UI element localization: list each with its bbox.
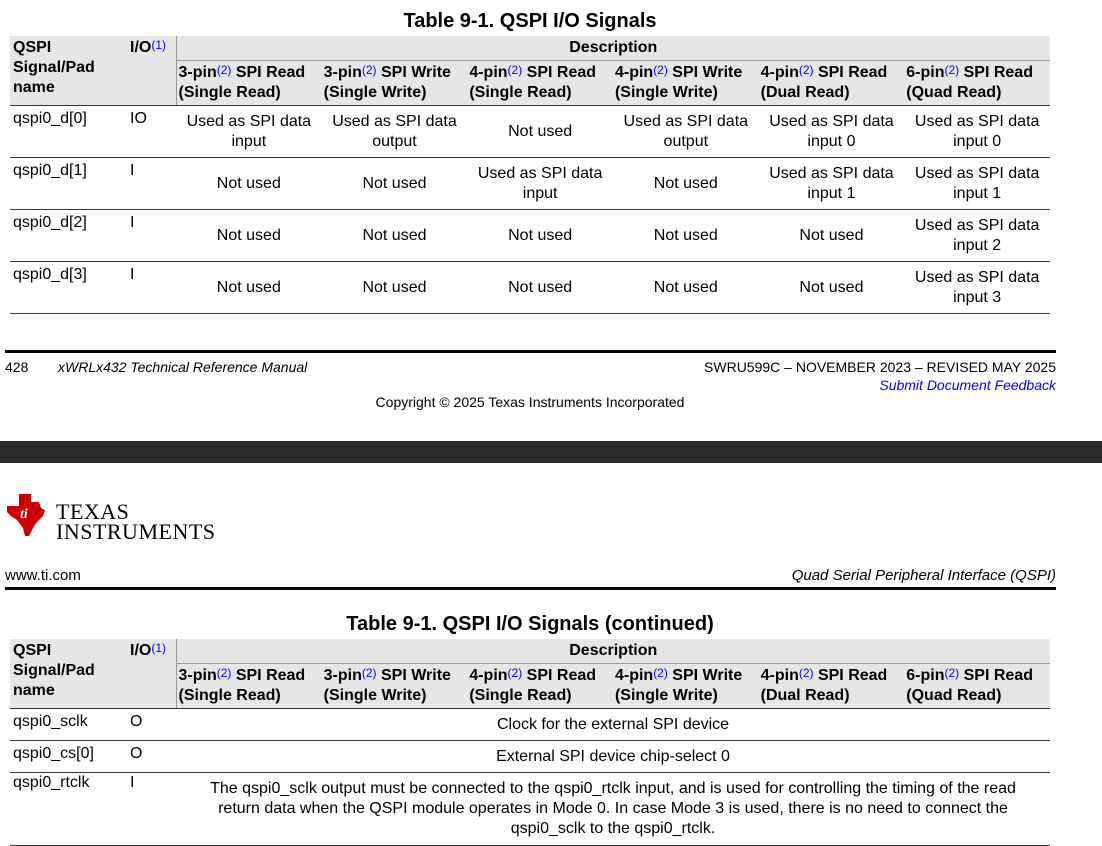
table-row [10, 741, 1050, 773]
signal-description: External SPI device chip-select 0 [176, 741, 1050, 773]
header-signal: QSPI Signal/Pad name [10, 639, 127, 709]
qspi-signals-table [10, 36, 1050, 314]
signal-io: I [127, 158, 176, 210]
signal-usage: Not used [176, 262, 322, 314]
ti-logo-icon [5, 492, 49, 538]
copyright: Copyright © 2025 Texas Instruments Incorporated [375, 394, 685, 410]
footnote-link[interactable]: (2) [798, 666, 814, 680]
header-mode-column: 4-pin$^{(2)}$ SPI Read (Dual Read) [759, 61, 905, 106]
footnote-link[interactable]: (2) [944, 63, 960, 77]
signal-name: qspi0_rtclk [10, 773, 127, 846]
signal-name: qspi0_d[2] [10, 210, 127, 262]
signal-io: O [127, 741, 176, 773]
header-description: Description [176, 639, 1050, 664]
header-description: Description [176, 36, 1050, 61]
signal-usage: Not used [759, 210, 905, 262]
signal-usage: Used as SPI data input 2 [904, 210, 1050, 262]
signal-name: qspi0_d[1] [10, 158, 127, 210]
signal-usage: Used as SPI data input 3 [904, 262, 1050, 314]
submit-feedback-link[interactable]: Submit Document Feedback [879, 377, 1056, 393]
ti-wordmark: TEXAS INSTRUMENTS [56, 499, 216, 544]
signal-description: The qspi0_sclk output must be connected to the qspi0_rtclk input, and is used for controlling the timing of the read return data when the QSPI module operates in Mode 0. In case Mode 3 is used, there is no need to connect the qspi0_sclk to the qspi0_rtclk. [176, 773, 1050, 846]
footnote-link[interactable]: (2) [361, 666, 377, 680]
header-mode-column: 3-pin$^{(2)}$ SPI Read (Single Read) [176, 664, 322, 709]
signal-usage: Used as SPI data input [467, 158, 613, 210]
svg-text:ti: ti [20, 507, 28, 522]
footnote-link[interactable]: (2) [798, 63, 814, 77]
signal-usage: Used as SPI data input 1 [759, 158, 905, 210]
signal-usage: Used as SPI data input [176, 106, 322, 158]
signal-name: qspi0_sclk [10, 709, 127, 741]
signal-name: qspi0_d[3] [10, 262, 127, 314]
doc-id: SWRU599C – NOVEMBER 2023 – REVISED MAY 2025 [704, 359, 1056, 375]
footnote-link[interactable]: (2) [216, 63, 232, 77]
header-mode-column: 4-pin$^{(2)}$ SPI Read (Single Read) [467, 61, 613, 106]
footnote-link[interactable]: (2) [653, 63, 668, 77]
table-row [10, 262, 1050, 314]
signal-usage: Not used [322, 158, 468, 210]
footnote-link[interactable]: (2) [507, 666, 523, 680]
header-io: I/O$^{(1)}$ [127, 36, 176, 106]
footnote-link[interactable]: (2) [361, 63, 377, 77]
signal-name: qspi0_d[0] [10, 106, 127, 158]
header-mode-column: 3-pin$^{(2)}$ SPI Read (Single Read) [176, 61, 322, 106]
header-rule [5, 587, 1056, 590]
qspi-signals-table-continued [10, 639, 1050, 846]
signal-usage: Not used [613, 210, 759, 262]
signal-usage: Used as SPI data input 0 [904, 106, 1050, 158]
signal-usage: Not used [467, 210, 613, 262]
signal-usage: Not used [176, 210, 322, 262]
signal-usage: Not used [467, 106, 613, 158]
page-number: 428 [5, 359, 29, 375]
signal-io: I [127, 262, 176, 314]
signal-usage: Not used [467, 262, 613, 314]
footnote-link[interactable]: (2) [653, 666, 668, 680]
header-mode-column: 3-pin$^{(2)}$ SPI Write (Single Write) [322, 664, 468, 709]
signal-usage: Not used [613, 262, 759, 314]
table-title: Table 9-1. QSPI I/O Signals [403, 10, 657, 32]
signal-usage: Not used [759, 262, 905, 314]
signal-io: IO [127, 106, 176, 158]
signal-usage: Used as SPI data input 0 [759, 106, 905, 158]
header-mode-column: 6-pin$^{(2)}$ SPI Read (Quad Read) [904, 664, 1050, 709]
signal-usage: Not used [322, 262, 468, 314]
website-link[interactable]: www.ti.com [5, 567, 81, 584]
header-mode-column: 4-pin$^{(2)}$ SPI Write (Single Write) [613, 61, 759, 106]
footnote-link[interactable]: (2) [216, 666, 232, 680]
header-mode-column: 6-pin$^{(2)}$ SPI Read (Quad Read) [904, 61, 1050, 106]
table-row [10, 106, 1050, 158]
section-title: Quad Serial Peripheral Interface (QSPI) [791, 567, 1056, 584]
header-mode-column: 3-pin$^{(2)}$ SPI Write (Single Write) [322, 61, 468, 106]
signal-usage: Not used [176, 158, 322, 210]
table-row [10, 773, 1050, 846]
manual-title: xWRLx432 Technical Reference Manual [58, 359, 308, 375]
header-io: I/O$^{(1)}$ [127, 639, 176, 709]
header-mode-column: 4-pin$^{(2)}$ SPI Write (Single Write) [613, 664, 759, 709]
header-mode-column: 4-pin$^{(2)}$ SPI Read (Single Read) [467, 664, 613, 709]
table-row [10, 158, 1050, 210]
footer-rule [5, 350, 1056, 353]
footnote-link[interactable]: (1) [151, 38, 167, 52]
signal-usage: Used as SPI data output [613, 106, 759, 158]
table-row [10, 709, 1050, 741]
page-separator [0, 441, 1102, 463]
signal-usage: Used as SPI data output [322, 106, 468, 158]
signal-io: I [127, 773, 176, 846]
signal-usage: Not used [613, 158, 759, 210]
footnote-link[interactable]: (1) [151, 641, 167, 655]
table-row [10, 210, 1050, 262]
header-signal: QSPI Signal/Pad name [10, 36, 127, 106]
signal-io: O [127, 709, 176, 741]
signal-name: qspi0_cs[0] [10, 741, 127, 773]
footnote-link[interactable]: (2) [507, 63, 523, 77]
signal-usage: Used as SPI data input 1 [904, 158, 1050, 210]
footnote-link[interactable]: (2) [944, 666, 960, 680]
signal-description: Clock for the external SPI device [176, 709, 1050, 741]
signal-usage: Not used [322, 210, 468, 262]
table-title-continued: Table 9-1. QSPI I/O Signals (continued) [346, 613, 714, 635]
header-mode-column: 4-pin$^{(2)}$ SPI Read (Dual Read) [759, 664, 905, 709]
signal-io: I [127, 210, 176, 262]
